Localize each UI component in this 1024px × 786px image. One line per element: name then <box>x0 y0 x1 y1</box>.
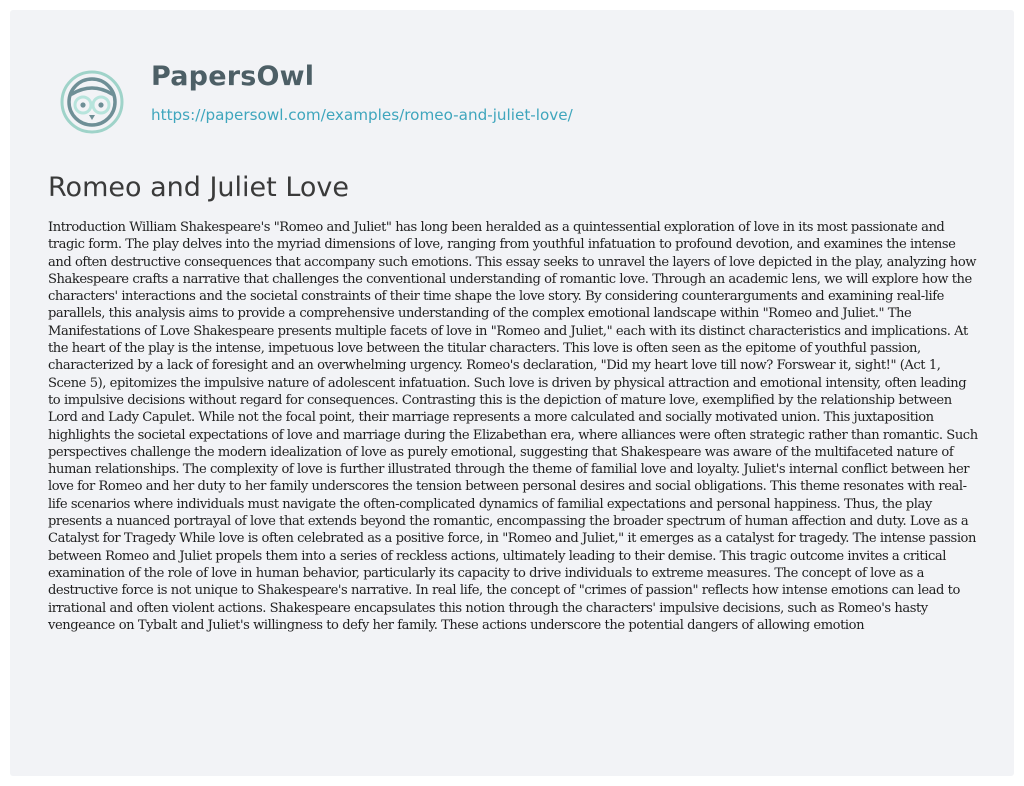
site-header <box>50 60 750 140</box>
essay-title: Romeo and Juliet Love <box>48 172 349 203</box>
page-url-link[interactable]: https://papersowl.com/examples/romeo-and-juliet-love/ <box>151 106 573 124</box>
essay-body: Introduction William Shakespeare's "Romeo and Juliet" has long been heralded as a quintessential exploration of love in its most passionate and tragic form. The play delves into the myriad dimensions of love, ranging from youthful infatuation to profound devotion, and examines the intense and often destructive consequences that accompany such emotions. This essay seeks to unravel the layers of love depicted in the play, analyzing how Shakespeare crafts a narrative that challenges the conventional understanding of romantic love. Through an academic lens, we will explore how the characters' interactions and the societal constraints of their time shape the love story. By considering counterarguments and examining real-life parallels, this analysis aims to provide a comprehensive understanding of the complex emotional landscape within "Romeo and Juliet." The Manifestations of Love Shakespeare presents multiple facets of love in "Romeo and Juliet," each with its distinct characteristics and implications. At the heart of the play is the intense, impetuous love between the titular characters. This love is often seen as the epitome of youthful passion, characterized by a lack of foresight and an overwhelming urgency. Romeo's declaration, "Did my heart love till now? Forswear it, sight!" (Act 1, Scene 5), epitomizes the impulsive nature of adolescent infatuation. Such love is driven by physical attraction and emotional intensity, often leading to impulsive decisions without regard for consequences. Contrasting this is the depiction of mature love, exemplified by the relationship between Lord and Lady Capulet. While not the focal point, their marriage represents a more calculated and socially motivated union. This juxtaposition highlights the societal expectations of love and marriage during the Elizabethan era, where alliances were often strategic rather than romantic. Such perspectives challenge the modern idealization of love as purely emotional, suggesting that Shakespeare was aware of the multifaceted nature of human relationships. The complexity of love is further illustrated through the theme of familial love and loyalty. Juliet's internal conflict between her love for Romeo and her duty to her family underscores the tension between personal desires and social obligations. This theme resonates with real-life scenarios where individuals must navigate the often-complicated dynamics of familial expectations and personal happiness. Thus, the play presents a nuanced portrayal of love that extends beyond the romantic, encompassing the broader spectrum of human affection and duty. Love as a Catalyst for Tragedy While love is often celebrated as a positive force, in "Romeo and Juliet," it emerges as a catalyst for tragedy. The intense passion between Romeo and Juliet propels them into a series of reckless actions, ultimately leading to their demise. This tragic outcome invites a critical examination of the role of love in human behavior, particularly its capacity to drive individuals to extreme measures. The concept of love as a destructive force is not unique to Shakespeare's narrative. In real life, the concept of "crimes of passion" reflects how intense emotions can lead to irrational and often violent actions. Shakespeare encapsulates this notion through the characters' impulsive decisions, such as Romeo's hasty vengeance on Tybalt and Juliet's willingness to defy her family. These actions underscore the potential dangers of allowing emotion <box>48 220 978 633</box>
brand-name[interactable]: PapersOwl <box>151 61 315 92</box>
owl-logo-icon <box>50 60 134 144</box>
